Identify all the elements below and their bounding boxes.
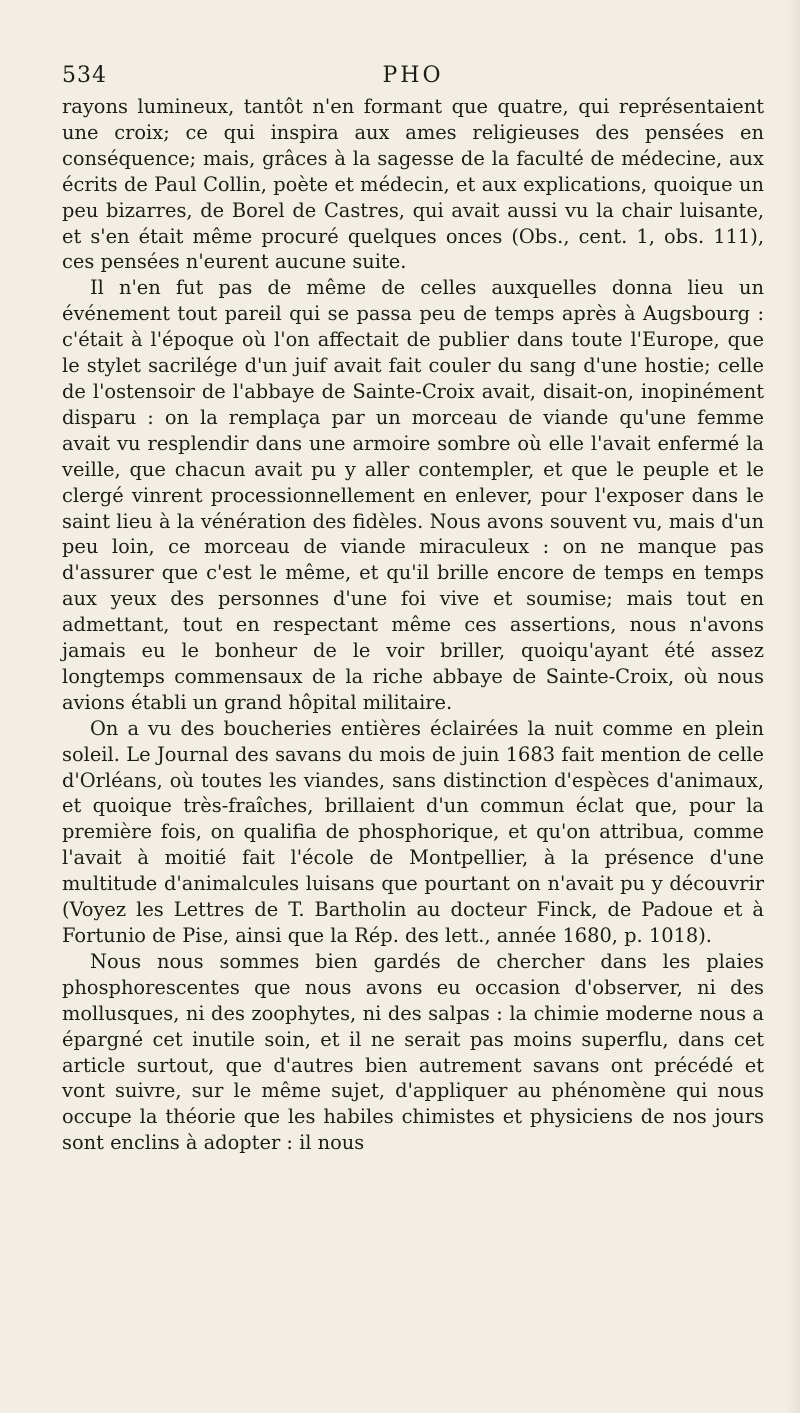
page-header: [62, 58, 764, 94]
paragraph: Il n'en fut pas de même de celles auxquelles donna lieu un événement tout pareil qui se passa peu de temps après à Augsbourg : c'était à l'époque où l'on affectait de publier dans toute l'Europe, que le stylet sacrilége d'un juif avait fait couler du sang d'une hostie; celle de l'ostensoir de l'abbaye de Sainte-Croix avait, disait-on, inopinément disparu : on la remplaça par un morceau de viande qu'une femme avait vu resplendir dans une armoire sombre où elle l'avait enfermé la veille, que chacun avait pu y aller contempler, et que le peuple et le clergé vinrent processionnellement en enlever, pour l'exposer dans le saint lieu à la vénération des fidèles. Nous avons souvent vu, mais d'un peu loin, ce morceau de viande miraculeux : on ne manque pas d'assurer que c'est le même, et qu'il brille encore de temps en temps aux yeux des personnes d'une foi vive et soumise; mais tout en admettant, tout en respectant même ces assertions, nous n'avons jamais eu le bonheur de le voir briller, quoiqu'ayant été assez longtemps commensaux de la riche abbaye de Sainte-Croix, où nous avions établi un grand hôpital militaire.: [62, 276, 764, 714]
paragraph: Nous nous sommes bien gardés de chercher dans les plaies phosphorescentes que nous avons eu occasion d'observer, ni des mollusques, ni des zoophytes, ni des salpas : la chimie moderne nous a épargné cet inutile soin, et il ne serait pas moins superflu, dans cet article surtout, que d'autres bien autrement savans ont précédé et vont suivre, sur le même sujet, d'appliquer au phénomène qui nous occupe la théorie que les habiles chimistes et physiciens de nos jours sont enclins à adopter : il nous: [62, 949, 764, 1155]
paragraph: rayons lumineux, tantôt n'en formant que quatre, qui représentaient une croix; ce qui inspira aux ames religieuses des pensées en conséquence; mais, grâces à la sagesse de la faculté de médecine, aux écrits de Paul Collin, poète et médecin, et aux explications, quoique un peu bizarres, de Borel de Castres, qui avait aussi vu la chair luisante, et s'en était même procuré quelques onces (Obs., cent. 1, obs. 111), ces pensées n'eurent aucune suite.: [62, 95, 764, 274]
paragraph: On a vu des boucheries entières éclairées la nuit comme en plein soleil. Le Journal des savans du mois de juin 1683 fait mention de celle d'Orléans, où toutes les viandes, sans distinction d'espèces d'animaux, et quoique très-fraîches, brillaient d'un commun éclat que, pour la première fois, on qualifia de phosphorique, et qu'on attribua, comme l'avait à moitié fait l'école de Montpellier, à la présence d'une multitude d'animalcules luisans que pourtant on n'avait pu y découvrir (Voyez les Lettres de T. Bartholin au docteur Finck, de Padoue et à Fortunio de Pise, ainsi que la Rép. des lett., année 1680, p. 1018).: [62, 716, 764, 947]
body-text: [62, 94, 764, 1156]
running-head: PHO: [382, 63, 444, 88]
page-number: 534: [62, 63, 107, 88]
page-edge-shadow: [786, 0, 800, 1413]
